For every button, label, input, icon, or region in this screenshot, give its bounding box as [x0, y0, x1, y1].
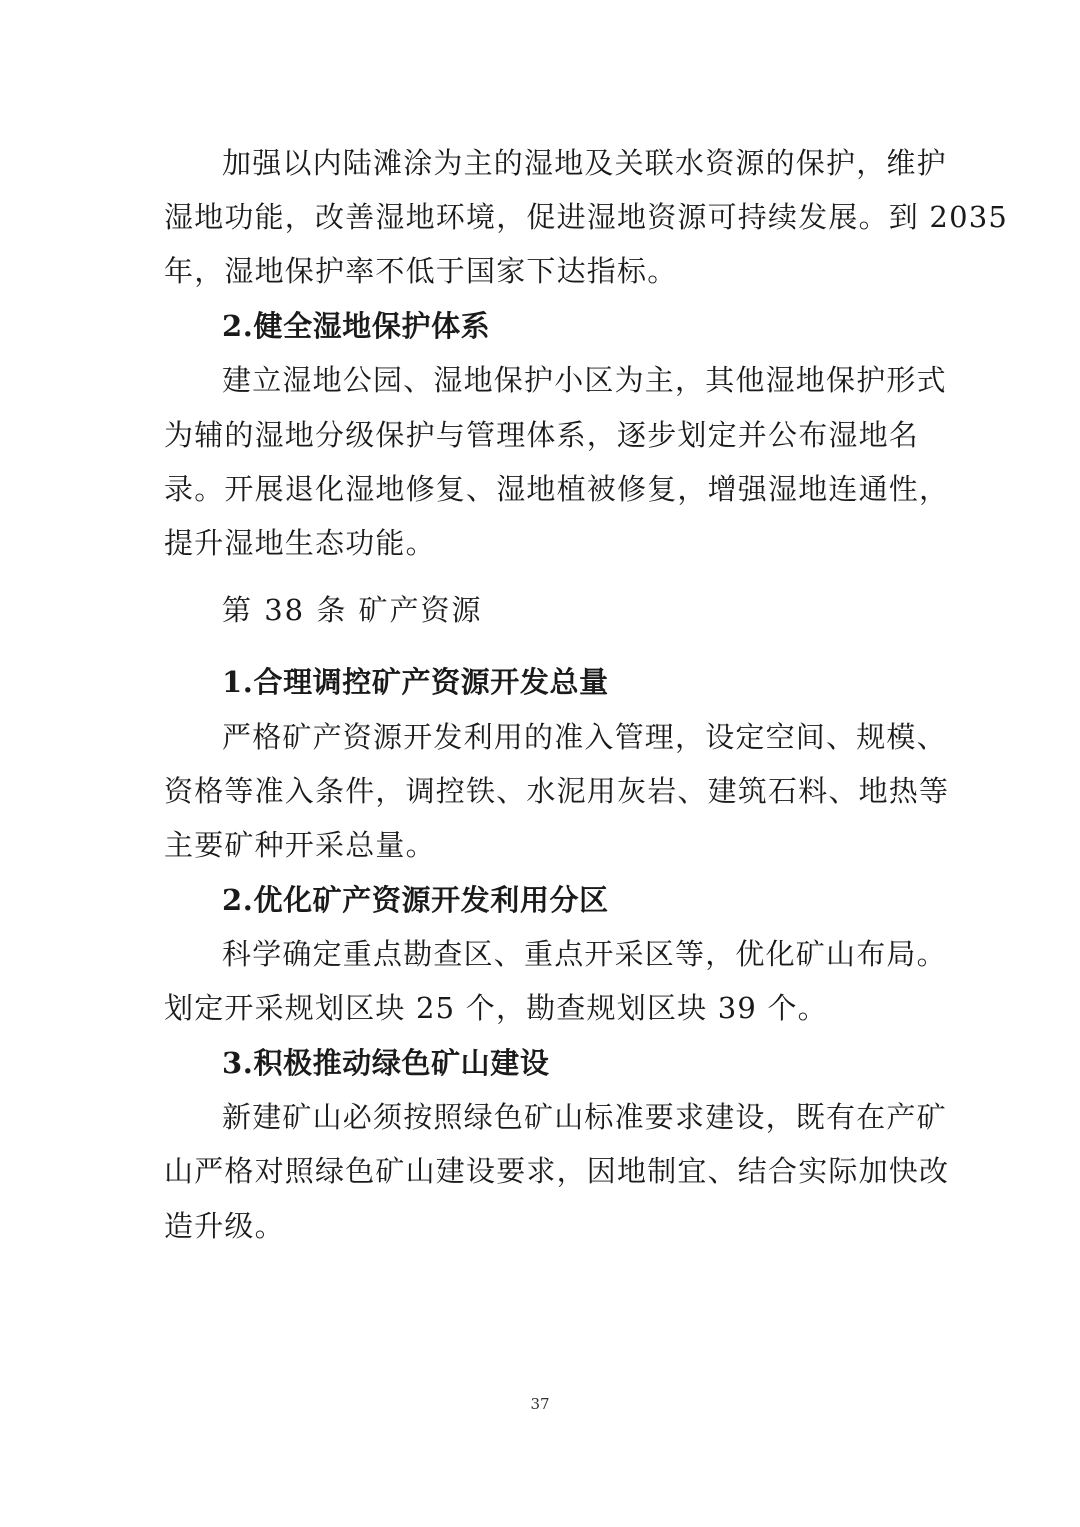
paragraph-line: 划定开采规划区块 25 个，勘查规划区块 39 个。 [164, 991, 828, 1025]
paragraph-line: 建立湿地公园、湿地保护小区为主，其他湿地保护形式 [222, 363, 947, 397]
paragraph-line: 湿地功能，改善湿地环境，促进湿地资源可持续发展。到 2035 [164, 200, 1009, 234]
paragraph-line: 录。开展退化湿地修复、湿地植被修复，增强湿地连通性， [164, 472, 950, 506]
paragraph-line: 新建矿山必须按照绿色矿山标准要求建设，既有在产矿 [222, 1100, 947, 1134]
paragraph-line: 资格等准入条件，调控铁、水泥用灰岩、建筑石料、地热等 [164, 774, 950, 808]
section-heading: 1.合理调控矿产资源开发总量 [222, 665, 609, 699]
paragraph-line: 造升级。 [164, 1209, 285, 1243]
section-heading: 2.健全湿地保护体系 [222, 309, 491, 343]
section-heading: 3.积极推动绿色矿山建设 [222, 1046, 550, 1080]
paragraph-line: 山严格对照绿色矿山建设要求，因地制宜、结合实际加快改 [164, 1154, 950, 1188]
paragraph-line: 年，湿地保护率不低于国家下达指标。 [164, 254, 678, 288]
page-number: 37 [530, 1395, 550, 1413]
section-heading: 2.优化矿产资源开发利用分区 [222, 883, 609, 917]
paragraph-line: 提升湿地生态功能。 [164, 526, 436, 560]
paragraph-line: 为辅的湿地分级保护与管理体系，逐步划定并公布湿地名 [164, 418, 920, 452]
paragraph-line: 科学确定重点勘查区、重点开采区等，优化矿山布局。 [222, 937, 947, 971]
article-title: 第 38 条 矿产资源 [222, 593, 483, 627]
paragraph-line: 严格矿产资源开发利用的准入管理，设定空间、规模、 [222, 720, 947, 754]
paragraph-line: 主要矿种开采总量。 [164, 828, 436, 862]
paragraph-line: 加强以内陆滩涂为主的湿地及关联水资源的保护，维护 [222, 146, 947, 180]
